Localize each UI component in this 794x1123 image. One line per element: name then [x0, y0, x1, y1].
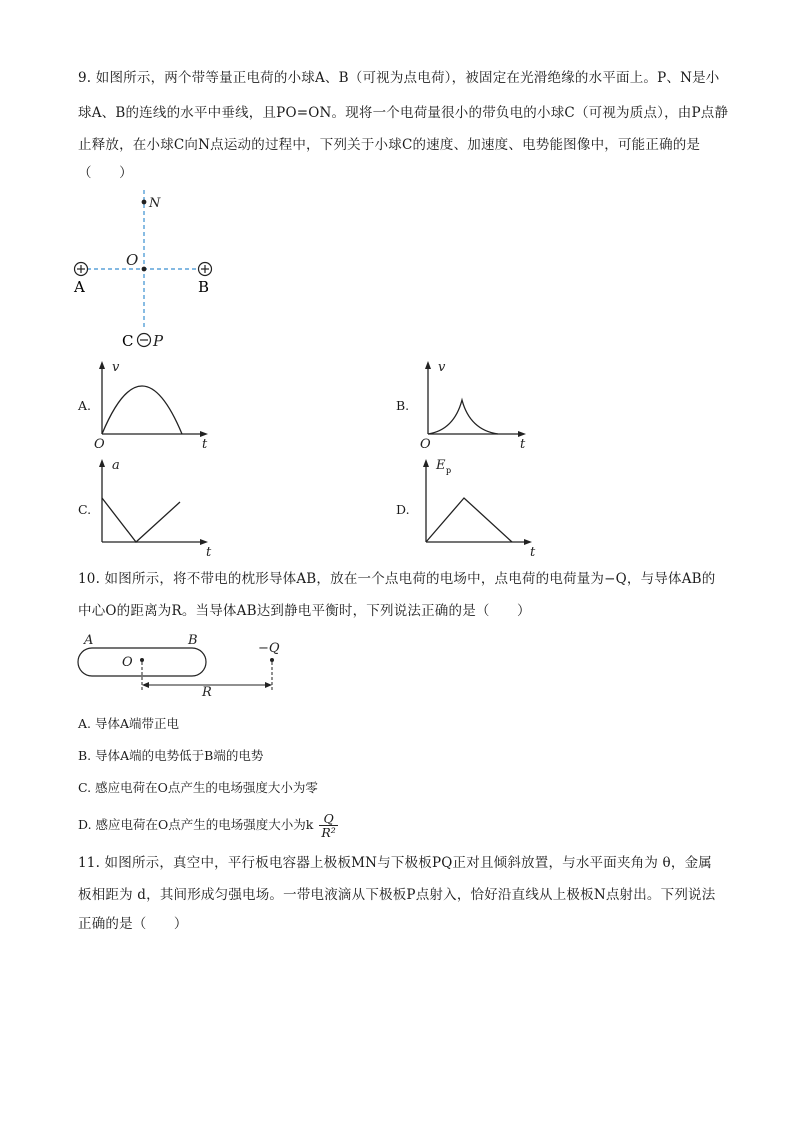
q11-line-2: 板相距为 d，其间形成匀强电场。一带电液滴从下极板P点射入，恰好沿直线从上极板N点射出。下列说法	[78, 887, 716, 903]
q9-option-b-label[interactable]: B.	[396, 398, 410, 413]
q9-option-c-label[interactable]: C.	[78, 502, 92, 517]
origin-label: O	[94, 437, 105, 450]
axis-label-a: a	[112, 458, 120, 473]
axis-label-ep: E	[436, 458, 446, 473]
label-p: P	[153, 332, 164, 350]
axis-label-t: t	[206, 545, 212, 560]
axis-label-v: v	[438, 360, 446, 375]
axis-label-v: v	[112, 360, 120, 375]
q10-conductor-diagram	[72, 630, 292, 698]
q11-line-3: 正确的是（ ）	[78, 916, 188, 932]
label-b: B	[188, 633, 198, 648]
label-o: O	[126, 251, 139, 269]
point-o-dot	[140, 658, 144, 662]
q9-charge-diagram	[70, 188, 230, 353]
point-n-dot	[142, 200, 147, 205]
q10-option-d[interactable]	[78, 812, 338, 839]
point-o-dot	[142, 267, 147, 272]
q10-option-b[interactable]: B. 导体A端的电势低于B端的电势	[78, 748, 264, 763]
q10-option-a[interactable]: A. 导体A端带正电	[78, 716, 180, 731]
axis-label-t: t	[520, 437, 526, 450]
potential-energy-curve	[426, 498, 512, 542]
q9-option-d-graph[interactable]	[416, 456, 546, 560]
label-a: A	[74, 278, 85, 296]
label-c: C	[122, 332, 134, 350]
q10-line-1: 10. 如图所示，将不带电的枕形导体AB，放在一个点电荷的电场中，点电荷的电荷量为−Q，与导体AB的	[78, 571, 716, 587]
q9-line-3: 止释放，在小球C向N点运动的过程中，下列关于小球C的速度、加速度、电势能图像中，可能正确的是	[78, 137, 701, 153]
axis-label-ep-sub: p	[446, 466, 452, 475]
fraction-numerator: Q	[319, 812, 337, 826]
point-charge-dot	[270, 658, 274, 662]
label-a: A	[84, 633, 94, 648]
q9-option-a-graph[interactable]	[92, 358, 222, 450]
q10-option-d-text: D. 感应电荷在O点产生的电场强度大小为k	[78, 817, 314, 832]
q9-option-c-graph[interactable]	[92, 456, 222, 560]
origin-label: O	[420, 437, 431, 450]
q10-option-c[interactable]: C. 感应电荷在O点产生的电场强度大小为零	[78, 780, 318, 795]
q9-line-4: （ ）	[78, 165, 133, 181]
axis-label-t: t	[202, 437, 208, 450]
velocity-cusp-curve	[428, 400, 498, 434]
label-b: B	[198, 278, 210, 296]
fraction-denominator: R²	[321, 825, 336, 840]
label-q: −Q	[258, 641, 280, 656]
acceleration-curve	[102, 498, 180, 542]
fraction	[319, 812, 337, 839]
label-n: N	[149, 196, 161, 211]
label-o: O	[122, 655, 133, 670]
q9-line-2: 球A、B的连线的水平中垂线，且PO=ON。现将一个电荷量很小的带负电的小球C（可视为质点），由P点静	[78, 105, 729, 121]
q9-option-d-label[interactable]: D.	[396, 502, 410, 517]
q9-option-b-graph[interactable]	[418, 358, 538, 450]
velocity-curve	[102, 386, 182, 434]
q9-line-1: 9. 如图所示，两个带等量正电荷的小球A、B（可视为点电荷），被固定在光滑绝缘的水平面上。P、N是小	[78, 70, 720, 86]
q9-option-a-label[interactable]: A.	[78, 398, 92, 413]
label-r: R	[202, 685, 212, 698]
q11-line-1: 11. 如图所示，真空中，平行板电容器上极板MN与下极板PQ正对且倾斜放置，与水平面夹角为 θ，金属	[78, 855, 712, 871]
q10-line-2: 中心O的距离为R。当导体AB达到静电平衡时，下列说法正确的是（ ）	[78, 603, 531, 619]
axis-label-t: t	[530, 545, 536, 560]
